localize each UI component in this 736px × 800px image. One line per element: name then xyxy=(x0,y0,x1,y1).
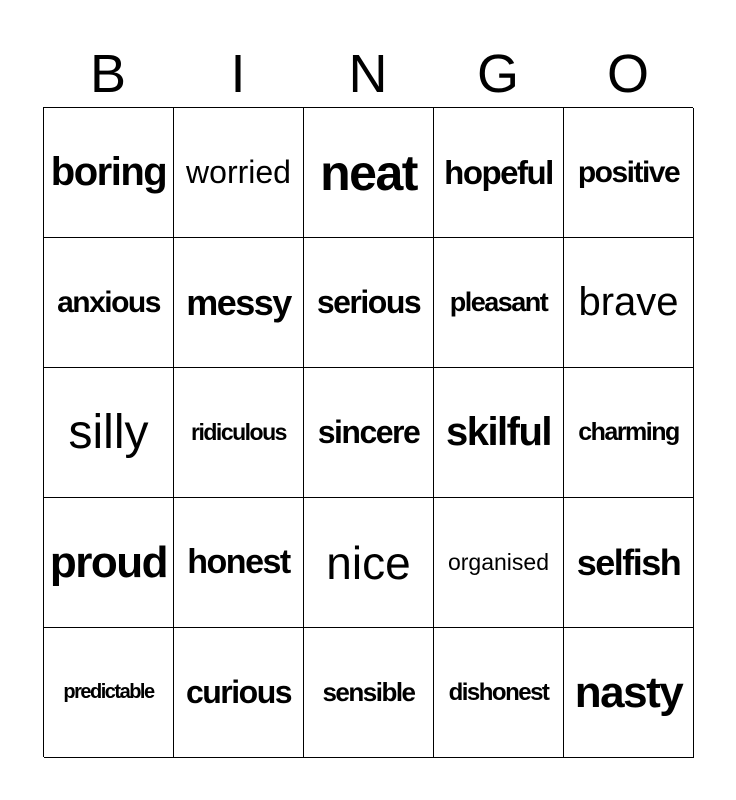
cell-word: hopeful xyxy=(444,153,553,191)
cell-word: pleasant xyxy=(449,287,548,317)
cell-word: neat xyxy=(320,144,417,201)
bingo-cell[interactable] xyxy=(304,628,434,758)
cell-word: anxious xyxy=(57,285,160,319)
cell-word: charming xyxy=(578,418,679,446)
bingo-cell[interactable] xyxy=(564,628,694,758)
header-letter-g: G xyxy=(476,44,519,104)
bingo-cell[interactable] xyxy=(304,368,434,498)
cell-word: selfish xyxy=(576,541,681,583)
bingo-cell[interactable] xyxy=(564,498,694,628)
cell-word: curious xyxy=(185,674,292,710)
bingo-cell[interactable] xyxy=(174,628,304,758)
cell-word: ridiculous xyxy=(191,419,286,445)
bingo-cell[interactable] xyxy=(564,368,694,498)
bingo-cell[interactable] xyxy=(44,368,174,498)
cell-word: dishonest xyxy=(448,678,549,706)
bingo-cell[interactable] xyxy=(434,108,564,238)
bingo-cell[interactable] xyxy=(304,238,434,368)
bingo-cell[interactable] xyxy=(174,368,304,498)
cell-word: worried xyxy=(186,154,291,190)
bingo-cell[interactable] xyxy=(434,238,564,368)
bingo-cell[interactable] xyxy=(44,238,174,368)
cell-word: nice xyxy=(326,536,411,589)
header-letter-o: O xyxy=(606,44,649,104)
bingo-cell[interactable] xyxy=(564,238,694,368)
bingo-cell[interactable] xyxy=(44,108,174,238)
bingo-grid xyxy=(43,107,693,757)
bingo-cell[interactable] xyxy=(44,628,174,758)
cell-word: sensible xyxy=(322,677,415,707)
cell-word: brave xyxy=(578,280,679,324)
bingo-cell[interactable] xyxy=(434,628,564,758)
bingo-cell[interactable] xyxy=(434,498,564,628)
cell-word: honest xyxy=(187,543,290,581)
bingo-cell[interactable] xyxy=(564,108,694,238)
cell-word: skilful xyxy=(445,410,552,454)
cell-word: silly xyxy=(68,406,149,459)
bingo-cell[interactable] xyxy=(434,368,564,498)
cell-word: positive xyxy=(577,155,680,189)
header-letter-n: N xyxy=(348,44,388,104)
cell-word: serious xyxy=(316,284,421,320)
cell-word: nasty xyxy=(574,667,683,717)
bingo-cell[interactable] xyxy=(304,108,434,238)
bingo-cell[interactable] xyxy=(44,498,174,628)
bingo-header xyxy=(43,44,693,104)
cell-word: messy xyxy=(186,281,291,323)
header-letter-i: I xyxy=(230,44,246,104)
bingo-cell[interactable] xyxy=(304,498,434,628)
cell-word: organised xyxy=(447,549,550,575)
cell-word: predictable xyxy=(63,681,154,703)
bingo-cell[interactable] xyxy=(174,238,304,368)
bingo-cell[interactable] xyxy=(174,108,304,238)
cell-word: sincere xyxy=(317,414,420,450)
cell-word: boring xyxy=(50,150,167,194)
header-letter-b: B xyxy=(89,44,127,104)
bingo-cell[interactable] xyxy=(174,498,304,628)
cell-word: proud xyxy=(49,537,168,587)
